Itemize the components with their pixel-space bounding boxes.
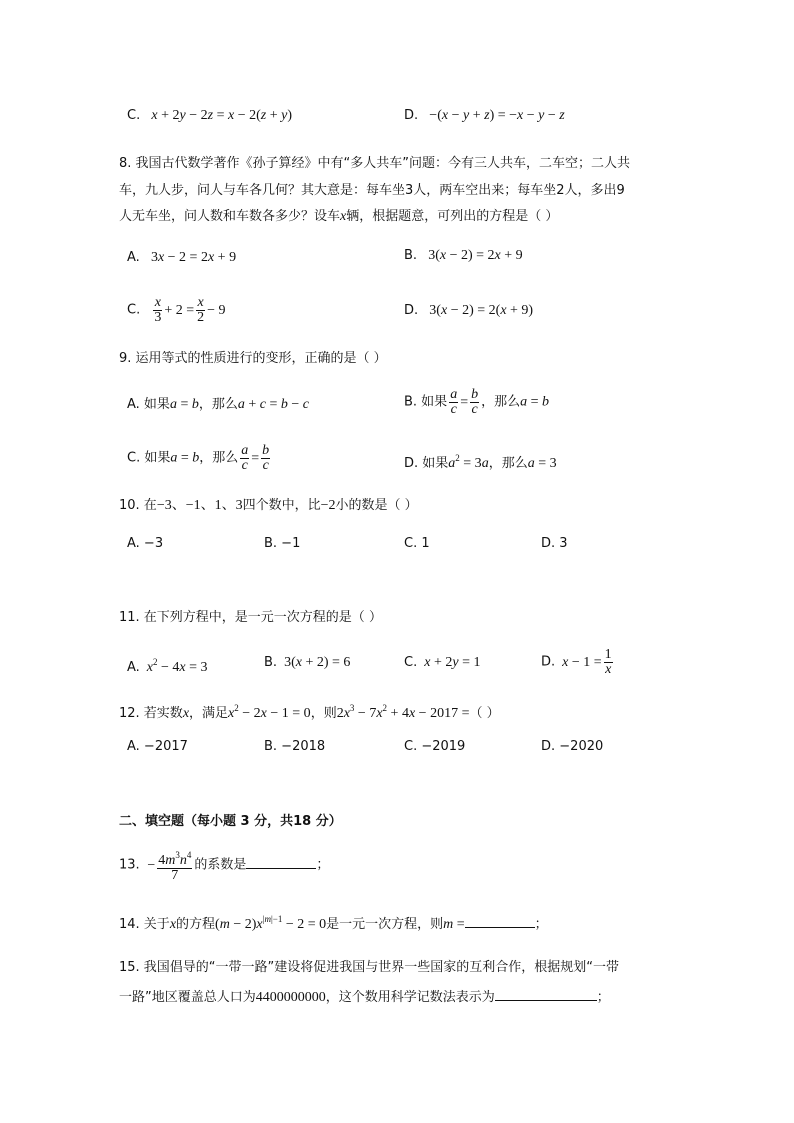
q7-option-d-expr: −(x − y + z) = −x − y − z bbox=[422, 108, 565, 123]
q13-text: 的系数是 bbox=[194, 857, 247, 873]
q7-option-d[interactable] bbox=[404, 109, 565, 123]
q9-option-d-cond: $a^2 = 3a$ bbox=[448, 453, 489, 471]
q13 bbox=[119, 848, 329, 883]
q13-end: ； bbox=[316, 857, 330, 873]
then-text: ，那么 bbox=[488, 456, 528, 471]
q9-option-b[interactable] bbox=[404, 388, 549, 417]
q7-option-c[interactable] bbox=[127, 109, 292, 123]
option-label: A. bbox=[127, 660, 140, 675]
q11-option-d-expr: x − 1 = $\frac{1}{x}$ bbox=[562, 647, 612, 677]
q8-option-a[interactable] bbox=[127, 251, 236, 265]
q15-text: 一路”地区覆盖总人口为 bbox=[119, 990, 256, 1005]
q8-option-d-expr: 3(x − 2) = 2(x + 9) bbox=[422, 303, 534, 318]
q12-option-b[interactable]: B. −2018 bbox=[264, 739, 326, 754]
q11-stem: 11. 在下列方程中，是一元一次方程的是（ ） bbox=[119, 610, 382, 625]
q9-option-c[interactable] bbox=[127, 444, 272, 473]
q14-text: 14. 关于 bbox=[119, 917, 170, 932]
option-label: A. 如果 bbox=[127, 397, 170, 412]
q10-option-c[interactable]: C. 1 bbox=[404, 536, 430, 551]
section-title: 二、填空题（每小题 3 分，共18 分） bbox=[119, 814, 342, 829]
q8-option-b-expr: 3(x − 2) = 2x + 9 bbox=[421, 248, 523, 263]
q10-option-b[interactable]: B. −1 bbox=[264, 536, 301, 551]
option-label: C. bbox=[127, 302, 141, 318]
q12-option-d[interactable]: D. −2020 bbox=[541, 739, 604, 754]
option-label: B. bbox=[404, 248, 418, 263]
q8-option-d[interactable] bbox=[404, 304, 533, 318]
q14-text: 的方程 bbox=[176, 917, 216, 932]
q10-stem-text: 10. 在 bbox=[119, 498, 157, 513]
q11-option-a[interactable] bbox=[127, 658, 208, 675]
q12-expression: $2x^3 - 7x^2 + 4x - 2017$ = bbox=[336, 703, 470, 721]
q9-option-a-result: a + c = b − c bbox=[237, 397, 310, 412]
q8-stem-line2: 车，九人步，问人与车各几何？其大意是：每车坐3人，两车空出来；每车坐2人，多出9 bbox=[119, 183, 625, 198]
q12-var-x: x bbox=[182, 706, 190, 721]
option-label: B. 如果 bbox=[404, 394, 448, 410]
q15-line1: 15. 我国倡导的“一带一路”建设将促进我国与世界一些国家的互利合作，根据规划“一带 bbox=[119, 960, 620, 975]
q12-option-a[interactable]: A. −2017 bbox=[127, 739, 188, 754]
option-label: D. bbox=[404, 303, 419, 318]
option-label: A. bbox=[127, 250, 140, 265]
q15-number: 4400000000 bbox=[255, 990, 326, 1005]
then-text: ，那么 bbox=[481, 394, 521, 410]
q9-option-d-result: a = 3 bbox=[527, 456, 557, 471]
q10-number: −2 bbox=[320, 498, 336, 513]
q15-end: ； bbox=[596, 990, 610, 1005]
q8-var-x: x bbox=[340, 209, 347, 224]
q11-option-a-expr: $x^2 - 4x = 3$ bbox=[146, 657, 208, 675]
q10-stem-text: 小的数是（ ） bbox=[335, 498, 418, 513]
q9-option-c-cond: a = b bbox=[170, 450, 200, 466]
q13-answer-blank[interactable] bbox=[246, 855, 316, 869]
q9-option-c-result: $\frac{a}{c}$ = $\frac{b}{c}$ bbox=[241, 443, 270, 473]
q8-option-c[interactable] bbox=[127, 296, 226, 325]
q8-option-a-expr: 3x − 2 = 2x + 9 bbox=[143, 250, 237, 265]
q10-option-a[interactable]: A. −3 bbox=[127, 536, 164, 551]
q12-stem-text: ，则 bbox=[310, 706, 337, 721]
q14-var-x: x bbox=[169, 917, 177, 932]
option-label: C. 如果 bbox=[127, 450, 171, 466]
q14 bbox=[119, 914, 548, 932]
q8-stem-line3 bbox=[119, 210, 558, 224]
q13-expression: − $\frac{4m^3n^4}{7}$ bbox=[143, 850, 192, 883]
q12-stem-text: 12. 若实数 bbox=[119, 706, 183, 721]
q12-condition: $x^2 - 2x - 1 = 0$ bbox=[228, 703, 311, 721]
q8-option-c-expr: $\frac{x}{3}$ + 2 = $\frac{x}{2}$ − 9 bbox=[154, 295, 226, 325]
q9-option-a[interactable] bbox=[127, 398, 309, 412]
q7-option-c-expr: x + 2y − 2z = x − 2(z + y) bbox=[151, 108, 292, 123]
option-label: D. bbox=[541, 654, 556, 670]
q9-stem: 9. 运用等式的性质进行的变形，正确的是（ ） bbox=[119, 351, 387, 366]
option-label: D. 如果 bbox=[404, 456, 449, 471]
q14-var-m: m = bbox=[443, 917, 465, 932]
q14-text: 是一元一次方程，则 bbox=[326, 917, 444, 932]
option-label: C. bbox=[127, 108, 141, 123]
q8-stem-text: 人无车坐，问人数和车数各多少？设车 bbox=[119, 209, 341, 224]
q15-line2 bbox=[119, 987, 610, 1005]
q15-answer-blank[interactable] bbox=[495, 987, 597, 1001]
q11-option-c[interactable] bbox=[404, 656, 480, 670]
q9-option-b-cond: $\frac{a}{c}$ = $\frac{b}{c}$ bbox=[450, 387, 479, 417]
q9-option-b-result: a = b bbox=[520, 394, 550, 410]
q9-option-d[interactable] bbox=[404, 454, 557, 471]
q12-stem bbox=[119, 704, 500, 721]
q12-stem-text: （ ） bbox=[469, 706, 500, 721]
then-text: ，那么 bbox=[199, 450, 239, 466]
q11-option-b-expr: 3(x + 2) = 6 bbox=[277, 655, 351, 670]
q11-option-d[interactable] bbox=[541, 648, 615, 677]
q9-option-a-cond: a = b bbox=[169, 397, 199, 412]
q10-stem-text: 四个数中，比 bbox=[242, 498, 321, 513]
q10-option-d[interactable]: D. 3 bbox=[541, 536, 568, 551]
q12-stem-text: ，满足 bbox=[189, 706, 229, 721]
q11-option-c-expr: x + 2y = 1 bbox=[424, 655, 481, 670]
q12-option-c[interactable]: C. −2019 bbox=[404, 739, 466, 754]
q15-text: ，这个数用科学记数法表示为 bbox=[325, 990, 495, 1005]
q11-option-b[interactable] bbox=[264, 656, 350, 670]
q13-number: 13. bbox=[119, 857, 140, 873]
q8-stem-text-end: 辆，根据题意，可列出的方程是（ ） bbox=[346, 209, 559, 224]
option-label: C. bbox=[404, 655, 418, 670]
q14-equation: $(m - 2)x^{|m|-1} - 2 = 0$ bbox=[215, 914, 327, 932]
q14-answer-blank[interactable] bbox=[465, 914, 535, 928]
q8-option-b[interactable] bbox=[404, 249, 523, 263]
q10-stem bbox=[119, 499, 418, 513]
option-label: D. bbox=[404, 108, 419, 123]
q8-stem-line1: 8. 我国古代数学著作《孙子算经》中有“多人共车”问题：今有三人共车，二车空；二人共 bbox=[119, 156, 631, 171]
q14-end: ； bbox=[534, 917, 548, 932]
option-label: B. bbox=[264, 655, 278, 670]
then-text: ，那么 bbox=[198, 397, 238, 412]
q10-numbers: −3、−1、1、3 bbox=[156, 498, 243, 513]
